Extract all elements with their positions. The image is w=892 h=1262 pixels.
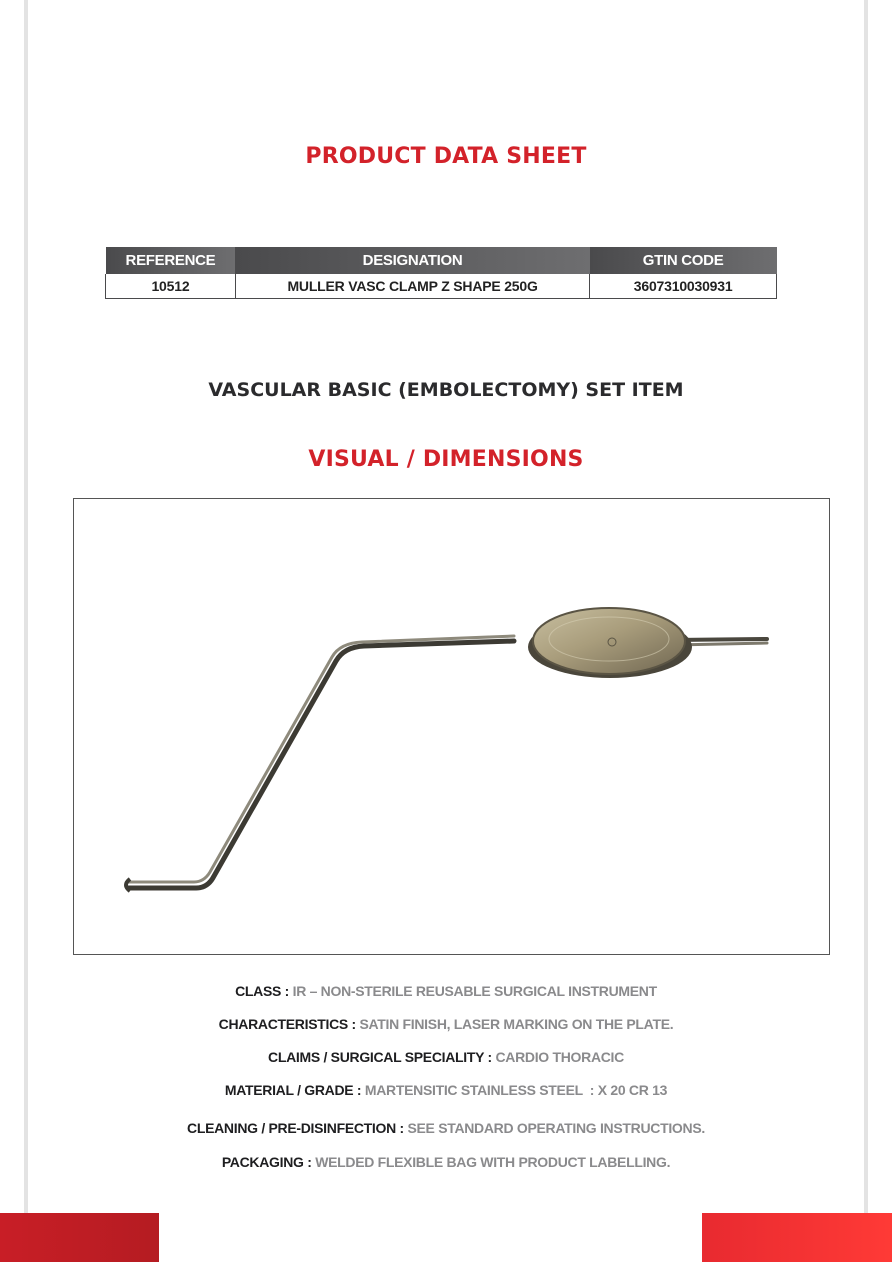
- product-reference-table: [105, 247, 777, 299]
- spec-value: MARTENSITIC STAINLESS STEEL : X 20 CR 13: [364, 1082, 668, 1098]
- product-image-frame: [73, 498, 830, 955]
- footer-accent-left: [0, 1213, 159, 1262]
- spec-value: WELDED FLEXIBLE BAG WITH PRODUCT LABELLING.: [315, 1154, 671, 1170]
- footer-accent-right: [702, 1213, 892, 1262]
- spec-value: IR – NON-STERILE REUSABLE SURGICAL INSTRUMENT: [292, 983, 657, 999]
- column-header-designation: DESIGNATION: [235, 247, 589, 274]
- spec-class: CLASS : IR – NON-STERILE REUSABLE SURGICAL INSTRUMENT: [235, 983, 657, 999]
- spec-label: CHARACTERISTICS: [218, 1016, 348, 1032]
- cell-designation: MULLER VASC CLAMP Z SHAPE 250G: [235, 274, 589, 299]
- spec-material: MATERIAL / GRADE : MARTENSITIC STAINLESS STEEL : X 20 CR 13: [224, 1082, 668, 1098]
- page-border-left: [24, 0, 28, 1215]
- spec-value: SEE STANDARD OPERATING INSTRUCTIONS.: [407, 1120, 705, 1136]
- spec-label: MATERIAL / GRADE: [224, 1082, 354, 1098]
- table-row: [106, 274, 777, 299]
- spec-value: SATIN FINISH, LASER MARKING ON THE PLATE.: [359, 1016, 674, 1032]
- spec-cleaning: CLEANING / PRE-DISINFECTION : SEE STANDARD OPERATING INSTRUCTIONS.: [187, 1120, 705, 1136]
- cell-gtin: 3607310030931: [590, 274, 777, 299]
- page-title: PRODUCT DATA SHEET: [305, 144, 587, 169]
- visual-section-title: VISUAL / DIMENSIONS: [308, 447, 584, 472]
- cell-reference: 10512: [106, 274, 236, 299]
- column-header-gtin: GTIN CODE: [590, 247, 777, 274]
- spec-label: CLEANING / PRE-DISINFECTION: [187, 1120, 396, 1136]
- set-item-heading: VASCULAR BASIC (EMBOLECTOMY) SET ITEM: [208, 379, 684, 401]
- product-image: [74, 499, 831, 956]
- table-header-row: [106, 247, 777, 274]
- spec-label: PACKAGING: [221, 1154, 304, 1170]
- spec-label: CLASS: [235, 983, 282, 999]
- spec-label: CLAIMS / SURGICAL SPECIALITY: [268, 1049, 484, 1065]
- spec-characteristics: CHARACTERISTICS : SATIN FINISH, LASER MARKING ON THE PLATE.: [218, 1016, 674, 1032]
- spec-surgical-speciality: CLAIMS / SURGICAL SPECIALITY : CARDIO THORACIC: [268, 1049, 624, 1065]
- spec-value: CARDIO THORACIC: [495, 1049, 624, 1065]
- page-border-right: [864, 0, 868, 1215]
- spec-packaging: PACKAGING : WELDED FLEXIBLE BAG WITH PRODUCT LABELLING.: [221, 1154, 671, 1170]
- column-header-reference: REFERENCE: [106, 247, 236, 274]
